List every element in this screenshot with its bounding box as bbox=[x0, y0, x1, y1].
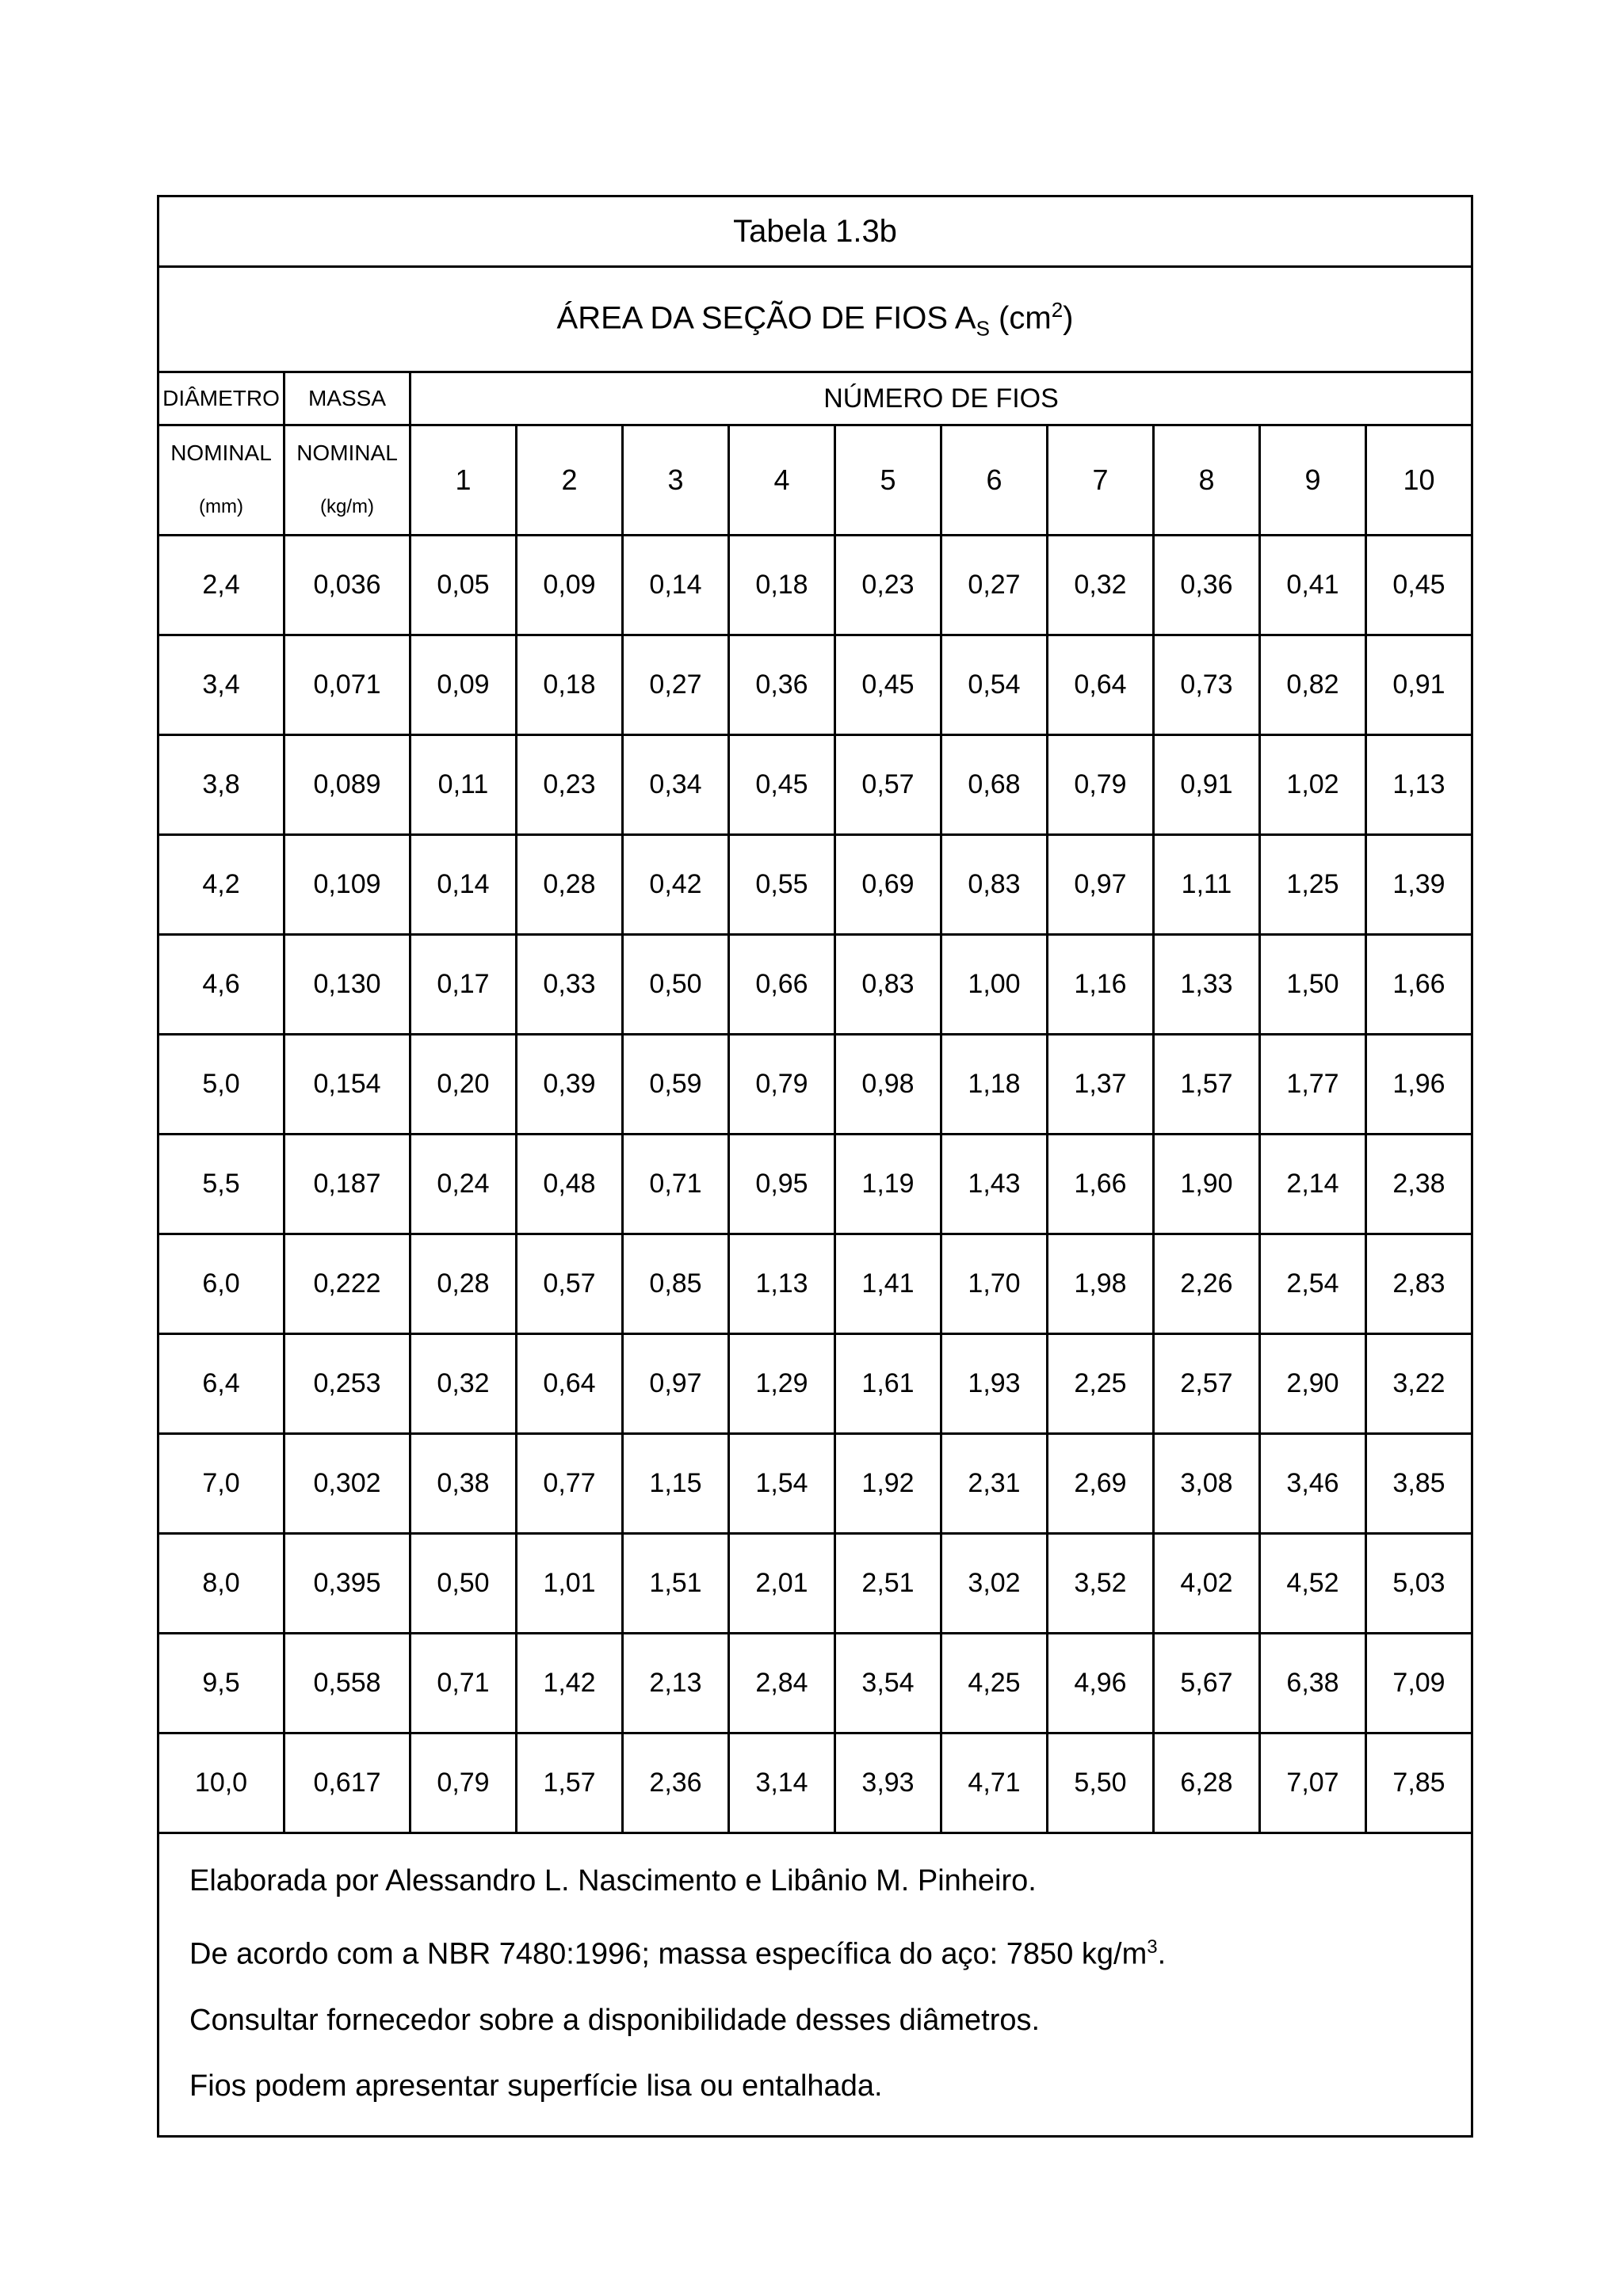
header-diameter-unit-cell bbox=[158, 425, 285, 536]
area-cell: 2,69 bbox=[1048, 1434, 1154, 1534]
area-cell: 0,50 bbox=[411, 1534, 517, 1634]
note-author: Elaborada por Alessandro L. Nascimento e Libânio M. Pinheiro. bbox=[189, 1864, 1037, 1897]
diameter-cell: 7,0 bbox=[158, 1434, 285, 1534]
area-cell: 0,38 bbox=[411, 1434, 517, 1534]
area-cell: 0,98 bbox=[835, 1035, 941, 1135]
area-cell: 0,28 bbox=[517, 835, 623, 935]
area-cell: 1,54 bbox=[729, 1434, 835, 1534]
area-cell: 0,68 bbox=[941, 735, 1048, 835]
area-cell: 0,59 bbox=[623, 1035, 729, 1135]
area-cell: 0,45 bbox=[729, 735, 835, 835]
area-cell: 6,28 bbox=[1154, 1733, 1260, 1833]
area-cell: 0,83 bbox=[941, 835, 1048, 935]
area-cell: 1,43 bbox=[941, 1135, 1048, 1234]
area-cell: 0,69 bbox=[835, 835, 941, 935]
area-cell: 3,08 bbox=[1154, 1434, 1260, 1534]
subtitle-unit-open: (cm bbox=[989, 300, 1052, 336]
header-mass: MASSA bbox=[285, 372, 411, 425]
wire-area-table bbox=[157, 195, 1473, 2138]
table-row bbox=[158, 1234, 1472, 1334]
area-cell: 2,83 bbox=[1366, 1234, 1472, 1334]
note-supplier: Consultar fornecedor sobre a disponibilidade desses diâmetros. bbox=[189, 2003, 1041, 2037]
area-cell: 0,97 bbox=[1048, 835, 1154, 935]
area-cell: 0,64 bbox=[1048, 635, 1154, 735]
area-cell: 0,79 bbox=[411, 1733, 517, 1833]
area-cell: 7,85 bbox=[1366, 1733, 1472, 1833]
table-row bbox=[158, 1135, 1472, 1234]
note-standard-sup: 3 bbox=[1147, 1936, 1158, 1958]
area-cell: 4,96 bbox=[1048, 1634, 1154, 1733]
mass-cell: 0,395 bbox=[285, 1534, 411, 1634]
area-cell: 1,18 bbox=[941, 1035, 1048, 1135]
note-standard bbox=[189, 1914, 1471, 1988]
area-cell: 0,32 bbox=[411, 1334, 517, 1434]
area-cell: 1,29 bbox=[729, 1334, 835, 1434]
area-cell: 0,45 bbox=[1366, 536, 1472, 635]
note-standard-end: . bbox=[1157, 1937, 1167, 1971]
area-cell: 0,39 bbox=[517, 1035, 623, 1135]
area-cell: 0,55 bbox=[729, 835, 835, 935]
area-cell: 0,79 bbox=[1048, 735, 1154, 835]
area-cell: 1,42 bbox=[517, 1634, 623, 1733]
header-mass-unit-cell bbox=[285, 425, 411, 536]
header-count-3: 3 bbox=[623, 425, 729, 536]
mass-cell: 0,253 bbox=[285, 1334, 411, 1434]
area-cell: 0,32 bbox=[1048, 536, 1154, 635]
header-diameter-unit: (mm) bbox=[199, 496, 243, 517]
area-cell: 0,20 bbox=[411, 1035, 517, 1135]
diameter-cell: 2,4 bbox=[158, 536, 285, 635]
area-cell: 6,38 bbox=[1260, 1634, 1366, 1733]
header-count-4: 4 bbox=[729, 425, 835, 536]
area-cell: 1,02 bbox=[1260, 735, 1366, 835]
area-cell: 2,51 bbox=[835, 1534, 941, 1634]
table-row bbox=[158, 1334, 1472, 1434]
subtitle-subscript: S bbox=[976, 316, 990, 341]
table-row bbox=[158, 1035, 1472, 1135]
area-cell: 0,27 bbox=[941, 536, 1048, 635]
area-cell: 3,85 bbox=[1366, 1434, 1472, 1534]
mass-cell: 0,558 bbox=[285, 1634, 411, 1733]
area-cell: 0,71 bbox=[623, 1135, 729, 1234]
diameter-cell: 5,5 bbox=[158, 1135, 285, 1234]
area-cell: 3,14 bbox=[729, 1733, 835, 1833]
table-row bbox=[158, 1733, 1472, 1833]
area-cell: 2,54 bbox=[1260, 1234, 1366, 1334]
area-cell: 1,16 bbox=[1048, 935, 1154, 1035]
table-row bbox=[158, 1534, 1472, 1634]
area-cell: 1,33 bbox=[1154, 935, 1260, 1035]
mass-cell: 0,222 bbox=[285, 1234, 411, 1334]
area-cell: 0,45 bbox=[835, 635, 941, 735]
mass-cell: 0,617 bbox=[285, 1733, 411, 1833]
area-cell: 1,11 bbox=[1154, 835, 1260, 935]
note-surface: Fios podem apresentar superfície lisa ou entalhada. bbox=[189, 2069, 883, 2103]
area-cell: 1,66 bbox=[1048, 1135, 1154, 1234]
area-cell: 7,07 bbox=[1260, 1733, 1366, 1833]
table-row bbox=[158, 735, 1472, 835]
area-cell: 0,14 bbox=[623, 536, 729, 635]
area-cell: 0,34 bbox=[623, 735, 729, 835]
area-cell: 0,57 bbox=[517, 1234, 623, 1334]
area-cell: 1,93 bbox=[941, 1334, 1048, 1434]
diameter-cell: 4,2 bbox=[158, 835, 285, 935]
area-cell: 1,00 bbox=[941, 935, 1048, 1035]
header-diameter: DIÂMETRO bbox=[158, 372, 285, 425]
mass-cell: 0,187 bbox=[285, 1135, 411, 1234]
header-count-10: 10 bbox=[1366, 425, 1472, 536]
header-mass-unit: (kg/m) bbox=[320, 496, 374, 517]
header-count-6: 6 bbox=[941, 425, 1048, 536]
area-cell: 5,50 bbox=[1048, 1733, 1154, 1833]
area-cell: 4,52 bbox=[1260, 1534, 1366, 1634]
mass-cell: 0,154 bbox=[285, 1035, 411, 1135]
area-cell: 2,26 bbox=[1154, 1234, 1260, 1334]
area-cell: 0,11 bbox=[411, 735, 517, 835]
area-cell: 0,83 bbox=[835, 935, 941, 1035]
area-cell: 1,57 bbox=[517, 1733, 623, 1833]
table-row bbox=[158, 536, 1472, 635]
diameter-cell: 3,4 bbox=[158, 635, 285, 735]
header-count-1: 1 bbox=[411, 425, 517, 536]
header-count-8: 8 bbox=[1154, 425, 1260, 536]
diameter-cell: 10,0 bbox=[158, 1733, 285, 1833]
table-subtitle bbox=[158, 267, 1472, 372]
mass-cell: 0,130 bbox=[285, 935, 411, 1035]
area-cell: 1,39 bbox=[1366, 835, 1472, 935]
area-cell: 2,90 bbox=[1260, 1334, 1366, 1434]
area-cell: 1,66 bbox=[1366, 935, 1472, 1035]
area-cell: 0,85 bbox=[623, 1234, 729, 1334]
table-title bbox=[158, 196, 1472, 267]
area-cell: 1,61 bbox=[835, 1334, 941, 1434]
area-cell: 0,95 bbox=[729, 1135, 835, 1234]
area-cell: 2,25 bbox=[1048, 1334, 1154, 1434]
header-mass-nominal: NOMINAL bbox=[296, 441, 398, 465]
mass-cell: 0,071 bbox=[285, 635, 411, 735]
table-title-text: Tabela 1.3b bbox=[733, 213, 897, 249]
area-cell: 0,05 bbox=[411, 536, 517, 635]
area-cell: 1,13 bbox=[1366, 735, 1472, 835]
area-cell: 2,14 bbox=[1260, 1135, 1366, 1234]
diameter-cell: 8,0 bbox=[158, 1534, 285, 1634]
area-cell: 3,54 bbox=[835, 1634, 941, 1733]
area-cell: 0,09 bbox=[411, 635, 517, 735]
header-count-5: 5 bbox=[835, 425, 941, 536]
area-cell: 0,71 bbox=[411, 1634, 517, 1733]
area-cell: 1,25 bbox=[1260, 835, 1366, 935]
area-cell: 0,57 bbox=[835, 735, 941, 835]
subtitle-text: ÁREA DA SEÇÃO DE FIOS A bbox=[556, 300, 976, 336]
area-cell: 0,18 bbox=[729, 536, 835, 635]
header-num-fios: NÚMERO DE FIOS bbox=[411, 372, 1472, 425]
area-cell: 0,91 bbox=[1366, 635, 1472, 735]
area-cell: 2,01 bbox=[729, 1534, 835, 1634]
header-count-2: 2 bbox=[517, 425, 623, 536]
area-cell: 1,01 bbox=[517, 1534, 623, 1634]
diameter-cell: 6,4 bbox=[158, 1334, 285, 1434]
area-cell: 3,46 bbox=[1260, 1434, 1366, 1534]
area-cell: 2,36 bbox=[623, 1733, 729, 1833]
area-cell: 0,48 bbox=[517, 1135, 623, 1234]
mass-cell: 0,036 bbox=[285, 536, 411, 635]
area-cell: 0,42 bbox=[623, 835, 729, 935]
note-standard-text: De acordo com a NBR 7480:1996; massa específica do aço: 7850 kg/m bbox=[189, 1937, 1148, 1971]
area-cell: 3,02 bbox=[941, 1534, 1048, 1634]
area-cell: 1,57 bbox=[1154, 1035, 1260, 1135]
area-cell: 2,57 bbox=[1154, 1334, 1260, 1434]
diameter-cell: 5,0 bbox=[158, 1035, 285, 1135]
area-cell: 0,36 bbox=[1154, 536, 1260, 635]
area-cell: 4,71 bbox=[941, 1733, 1048, 1833]
area-cell: 0,54 bbox=[941, 635, 1048, 735]
diameter-cell: 3,8 bbox=[158, 735, 285, 835]
header-count-9: 9 bbox=[1260, 425, 1366, 536]
area-cell: 0,66 bbox=[729, 935, 835, 1035]
area-cell: 0,24 bbox=[411, 1135, 517, 1234]
area-cell: 3,52 bbox=[1048, 1534, 1154, 1634]
area-cell: 0,73 bbox=[1154, 635, 1260, 735]
area-cell: 0,09 bbox=[517, 536, 623, 635]
diameter-cell: 9,5 bbox=[158, 1634, 285, 1733]
notes-cell bbox=[158, 1833, 1472, 2137]
area-cell: 0,79 bbox=[729, 1035, 835, 1135]
area-cell: 1,92 bbox=[835, 1434, 941, 1534]
area-cell: 1,70 bbox=[941, 1234, 1048, 1334]
area-cell: 3,22 bbox=[1366, 1334, 1472, 1434]
area-cell: 0,27 bbox=[623, 635, 729, 735]
area-cell: 2,13 bbox=[623, 1634, 729, 1733]
area-cell: 0,50 bbox=[623, 935, 729, 1035]
area-cell: 4,25 bbox=[941, 1634, 1048, 1733]
area-cell: 0,97 bbox=[623, 1334, 729, 1434]
area-cell: 1,96 bbox=[1366, 1035, 1472, 1135]
mass-cell: 0,302 bbox=[285, 1434, 411, 1534]
area-cell: 3,93 bbox=[835, 1733, 941, 1833]
table-row bbox=[158, 835, 1472, 935]
area-cell: 1,98 bbox=[1048, 1234, 1154, 1334]
diameter-cell: 6,0 bbox=[158, 1234, 285, 1334]
subtitle-superscript: 2 bbox=[1051, 297, 1064, 322]
area-cell: 1,90 bbox=[1154, 1135, 1260, 1234]
header-count-7: 7 bbox=[1048, 425, 1154, 536]
area-cell: 0,64 bbox=[517, 1334, 623, 1434]
area-cell: 5,67 bbox=[1154, 1634, 1260, 1733]
area-cell: 0,91 bbox=[1154, 735, 1260, 835]
area-cell: 0,17 bbox=[411, 935, 517, 1035]
area-cell: 0,23 bbox=[835, 536, 941, 635]
area-cell: 2,38 bbox=[1366, 1135, 1472, 1234]
table-row bbox=[158, 1434, 1472, 1534]
area-cell: 4,02 bbox=[1154, 1534, 1260, 1634]
area-cell: 0,28 bbox=[411, 1234, 517, 1334]
area-cell: 1,50 bbox=[1260, 935, 1366, 1035]
area-cell: 1,77 bbox=[1260, 1035, 1366, 1135]
table-row bbox=[158, 1634, 1472, 1733]
area-cell: 0,14 bbox=[411, 835, 517, 935]
area-cell: 0,41 bbox=[1260, 536, 1366, 635]
area-cell: 0,82 bbox=[1260, 635, 1366, 735]
subtitle-unit-close: ) bbox=[1063, 300, 1074, 336]
mass-cell: 0,109 bbox=[285, 835, 411, 935]
area-cell: 2,31 bbox=[941, 1434, 1048, 1534]
area-cell: 5,03 bbox=[1366, 1534, 1472, 1634]
area-cell: 0,23 bbox=[517, 735, 623, 835]
area-cell: 0,33 bbox=[517, 935, 623, 1035]
area-cell: 1,51 bbox=[623, 1534, 729, 1634]
area-cell: 2,84 bbox=[729, 1634, 835, 1733]
area-cell: 1,15 bbox=[623, 1434, 729, 1534]
notes-row bbox=[158, 1833, 1472, 2137]
area-cell: 0,36 bbox=[729, 635, 835, 735]
area-cell: 7,09 bbox=[1366, 1634, 1472, 1733]
diameter-cell: 4,6 bbox=[158, 935, 285, 1035]
table-row bbox=[158, 635, 1472, 735]
area-cell: 0,18 bbox=[517, 635, 623, 735]
area-cell: 0,77 bbox=[517, 1434, 623, 1534]
table-row bbox=[158, 935, 1472, 1035]
area-cell: 1,13 bbox=[729, 1234, 835, 1334]
area-cell: 1,19 bbox=[835, 1135, 941, 1234]
area-cell: 1,37 bbox=[1048, 1035, 1154, 1135]
area-cell: 1,41 bbox=[835, 1234, 941, 1334]
mass-cell: 0,089 bbox=[285, 735, 411, 835]
header-diameter-nominal: NOMINAL bbox=[170, 441, 272, 465]
